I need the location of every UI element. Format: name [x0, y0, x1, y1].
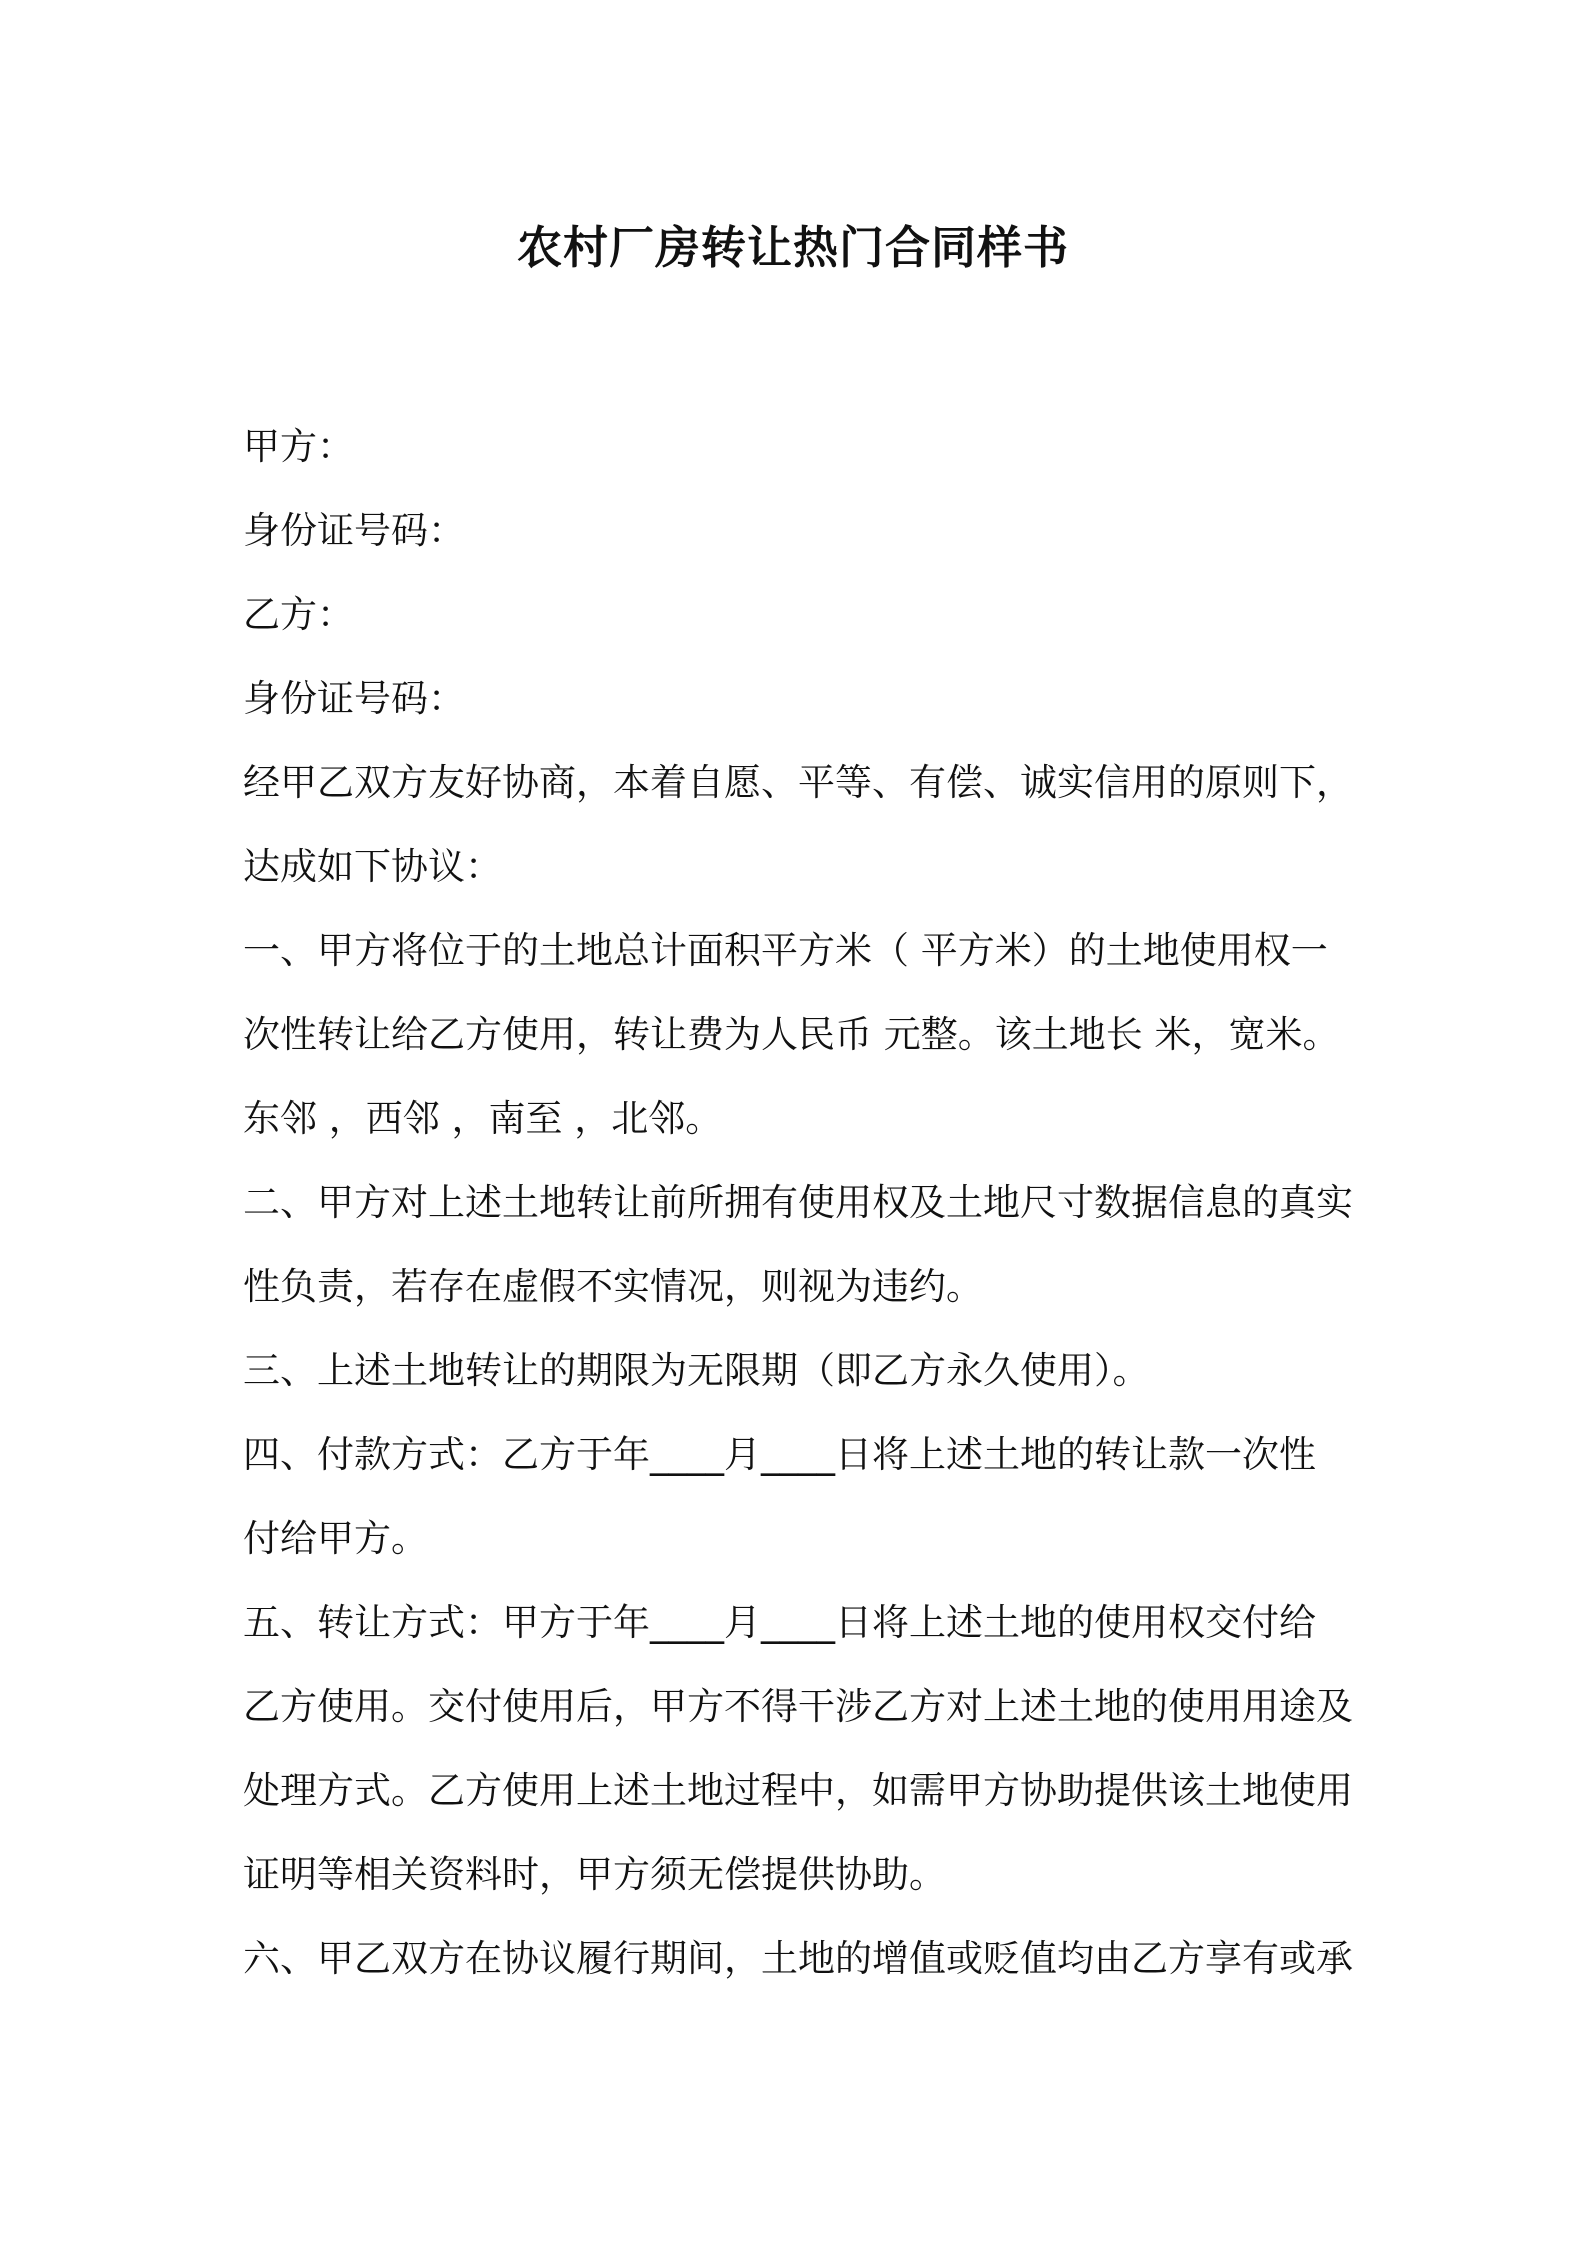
party-b-id-line: 身份证号码：	[243, 677, 465, 720]
clause-1-line: 次性转让给乙方使用，转让费为人民币 元整。该土地长 米，宽米。	[243, 1013, 1340, 1056]
party-a-id-line: 身份证号码：	[243, 509, 465, 552]
clause-1-line: 一、甲方将位于的土地总计面积平方米（ 平方米）的土地使用权一	[243, 929, 1328, 972]
clause-2-line: 二、甲方对上述土地转让前所拥有使用权及土地尺寸数据信息的真实	[243, 1181, 1353, 1224]
preamble-line: 达成如下协议：	[243, 845, 502, 888]
clause-5-line: 五、转让方式：甲方于年____月____日将上述土地的使用权交付给	[243, 1601, 1316, 1644]
clause-2-line: 性负责，若存在虚假不实情况，则视为违约。	[243, 1265, 983, 1308]
clause-5-line: 乙方使用。交付使用后，甲方不得干涉乙方对上述土地的使用用途及	[243, 1685, 1353, 1728]
clause-3-line: 三、上述土地转让的期限为无限期（即乙方永久使用）。	[243, 1349, 1150, 1392]
clause-5-line: 处理方式。乙方使用上述土地过程中，如需甲方协助提供该土地使用	[243, 1769, 1353, 1812]
preamble-line: 经甲乙双方友好协商，本着自愿、平等、有偿、诚实信用的原则下，	[243, 761, 1353, 804]
party-b-line: 乙方：	[243, 593, 354, 636]
document-title: 农村厂房转让热门合同样书	[516, 221, 1069, 274]
clause-5-line: 证明等相关资料时，甲方须无偿提供协助。	[243, 1853, 946, 1896]
clause-4-line: 四、付款方式：乙方于年____月____日将上述土地的转让款一次性	[243, 1433, 1316, 1476]
clause-6-line: 六、甲乙双方在协议履行期间，土地的增值或贬值均由乙方享有或承	[243, 1937, 1353, 1980]
clause-4-line: 付给甲方。	[243, 1517, 428, 1560]
clause-1-line: 东邻 ，西邻 ，南至 ，北邻。	[243, 1097, 723, 1140]
document-body	[243, 405, 1355, 2001]
party-a-line: 甲方：	[243, 425, 354, 468]
